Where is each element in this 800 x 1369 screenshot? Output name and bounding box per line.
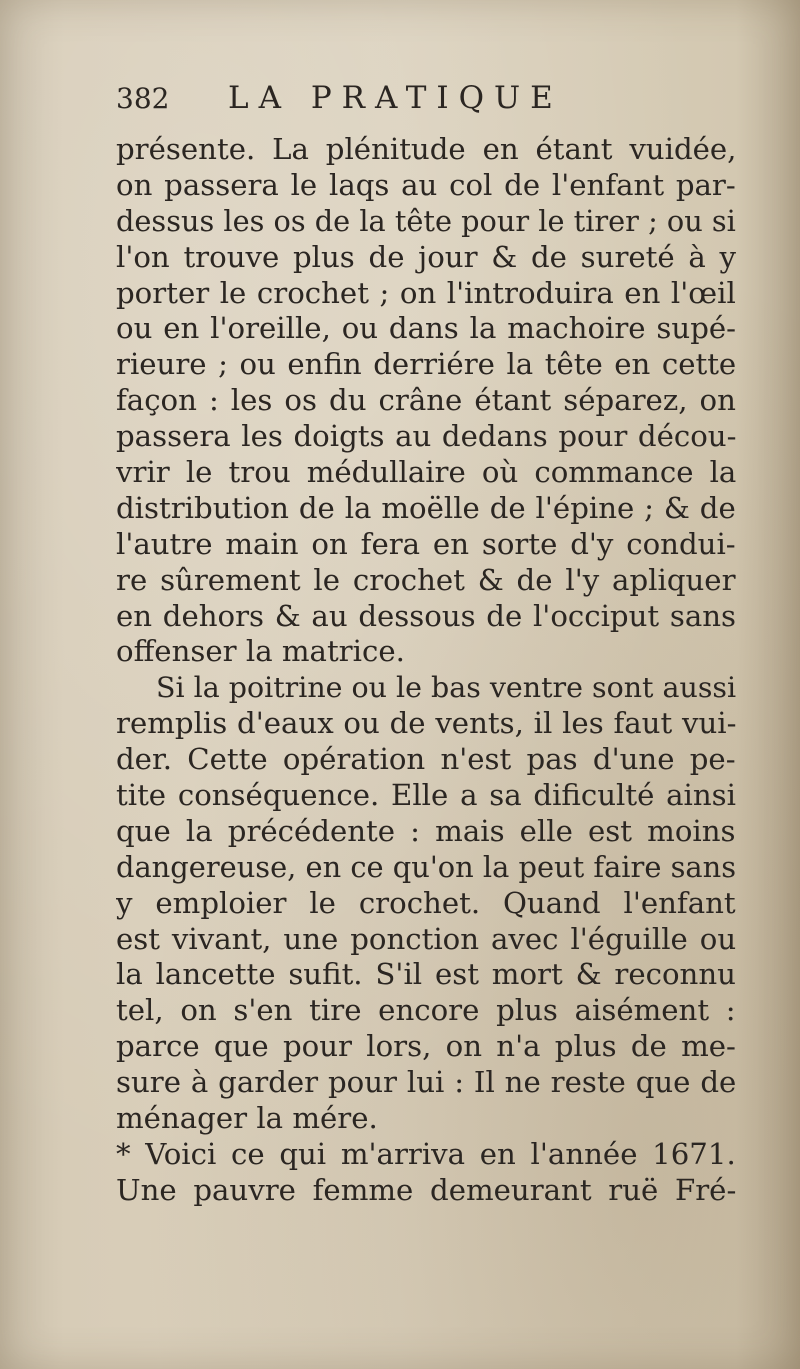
text-line: offenser la matrice. [116, 634, 405, 669]
text-line: en dehors & au dessous de l'occiput sans [116, 598, 736, 633]
page-number: 382 [116, 82, 170, 115]
text-line: passera les doigts au dedans pour décou- [116, 419, 736, 454]
text-line: re sûrement le crochet & de l'y apliquer [116, 562, 736, 597]
text-line: ménager la mére. [116, 1101, 378, 1136]
text-line: dangereuse, en ce qu'on la peut faire sans [116, 849, 736, 884]
running-head: LA PRATIQUE [228, 80, 563, 116]
text-line: tite conséquence. Elle a sa dificulté ainsi [116, 778, 736, 813]
text-line: façon : les os du crâne étant séparez, on [116, 383, 736, 418]
text-line: Une pauvre femme demeurant ruë Fré- [116, 1172, 736, 1207]
text-line: * Voici ce qui m'arriva en l'année 1671. [116, 1136, 736, 1171]
text-line: présente. La plénitude en étant vuidée, [116, 132, 736, 166]
text-line: remplis d'eaux ou de vents, il les faut vui- [116, 706, 736, 741]
page-text [116, 80, 736, 1209]
text-line: vrir le trou médullaire où commance la [116, 455, 736, 490]
page-header [116, 80, 736, 132]
text-line: ou en l'oreille, ou dans la machoire supé- [116, 311, 736, 346]
text-line: rieure ; ou enfin derriére la tête en cette [116, 347, 736, 382]
body-text [116, 132, 736, 1209]
text-line: sure à garder pour lui : Il ne reste que de [116, 1065, 736, 1100]
text-line: porter le crochet ; on l'introduira en l'œil [116, 275, 736, 310]
text-line: on passera le laqs au col de l'enfant par- [116, 167, 736, 202]
text-line: dessus les os de la tête pour le tirer ; ou si [116, 203, 736, 238]
text-line: distribution de la moëlle de l'épine ; & de [116, 490, 736, 525]
text-line: que la précédente : mais elle est moins [116, 813, 736, 848]
text-line: l'on trouve plus de jour & de sureté à y [116, 239, 736, 274]
text-line: est vivant, une ponction avec l'éguille ou [116, 921, 736, 956]
text-line: y emploier le crochet. Quand l'enfant [116, 885, 736, 920]
text-line: l'autre main on fera en sorte d'y condui- [116, 526, 736, 561]
text-line: la lancette sufit. S'il est mort & reconnu [116, 957, 736, 992]
text-line: parce que pour lors, on n'a plus de me- [116, 1029, 736, 1064]
text-line: tel, on s'en tire encore plus aisément : [116, 993, 736, 1028]
text-line: Si la poitrine ou le bas ventre sont aussi [156, 671, 736, 705]
text-line: der. Cette opération n'est pas d'une pe- [116, 742, 736, 777]
